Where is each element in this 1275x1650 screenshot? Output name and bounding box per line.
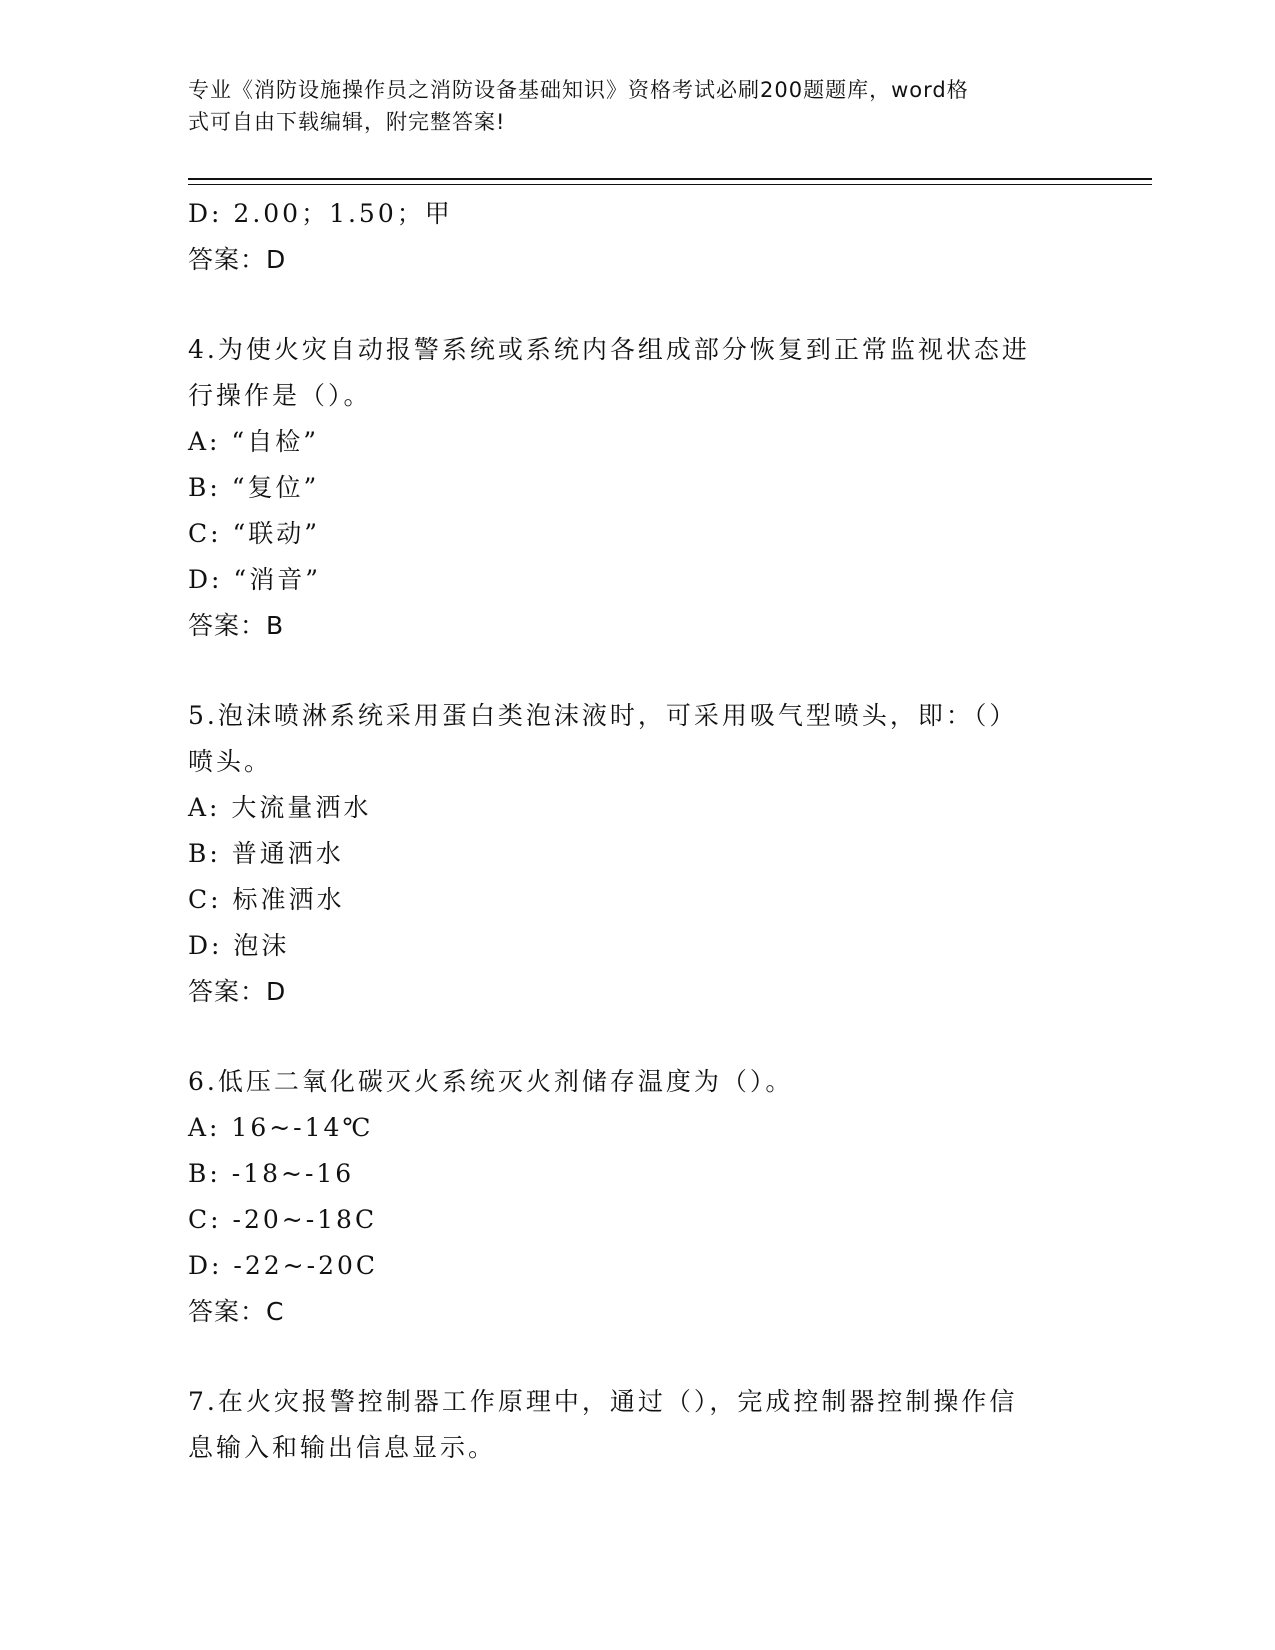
option-d: D: “消音” [188, 565, 321, 594]
option-d: D: 2.00；1.50；甲 [188, 199, 453, 228]
question-5 [188, 693, 1068, 1015]
question-stem-line: 5.泡沫喷淋系统采用蛋白类泡沫液时，可采用吸气型喷头，即：（） [188, 701, 1018, 730]
document-header [188, 74, 1068, 138]
question-stem-line: 行操作是（）。 [188, 381, 372, 410]
question-stem-line: 息输入和输出信息显示。 [188, 1433, 497, 1462]
question-list [188, 191, 1068, 1471]
answer-line: 答案：D [188, 977, 287, 1006]
question-7 [188, 1379, 1068, 1471]
header-line-2: 式可自由下载编辑，附完整答案! [188, 110, 506, 134]
option-a: A: 大流量洒水 [188, 793, 372, 822]
answer-line: 答案：C [188, 1297, 285, 1326]
header-divider-thick [188, 178, 1152, 180]
spacer [188, 1335, 1068, 1379]
option-c: C: “联动” [188, 519, 321, 548]
option-c: C: 标准洒水 [188, 885, 345, 914]
option-a: A: 16~-14℃ [188, 1113, 374, 1142]
question-stem-line: 4.为使火灾自动报警系统或系统内各组成部分恢复到正常监视状态进 [188, 335, 1030, 364]
question-4 [188, 327, 1068, 649]
option-b: B: 普通洒水 [188, 839, 344, 868]
question-stem-line: 7.在火灾报警控制器工作原理中，通过（），完成控制器控制操作信 [188, 1387, 1018, 1416]
option-d: D: 泡沫 [188, 931, 290, 960]
answer-line: 答案：D [188, 245, 287, 274]
option-b: B: “复位” [188, 473, 320, 502]
spacer [188, 649, 1068, 693]
question-stem-line: 6.低压二氧化碳灭火系统灭火剂储存温度为（）。 [188, 1067, 794, 1096]
header-divider-thin [188, 184, 1152, 185]
header-line-1: 专业《消防设施操作员之消防设备基础知识》资格考试必刷200题题库，word格 [188, 78, 969, 102]
answer-line: 答案：B [188, 611, 285, 640]
spacer [188, 1015, 1068, 1059]
question-stem-line: 喷头。 [188, 747, 273, 776]
question-6 [188, 1059, 1068, 1335]
option-c: C: -20~-18C [188, 1205, 378, 1234]
option-b: B: -18~-16 [188, 1159, 355, 1188]
spacer [188, 283, 1068, 327]
option-d: D: -22~-20C [188, 1251, 379, 1280]
option-a: A: “自检” [188, 427, 319, 456]
